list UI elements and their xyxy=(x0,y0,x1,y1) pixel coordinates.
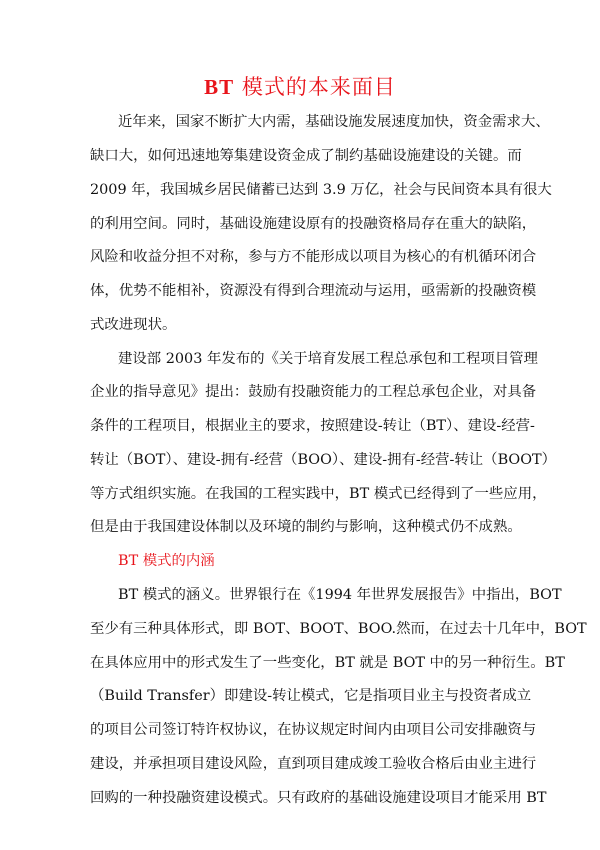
paragraph-3-line-7: 回购的一种投融资建设模式。只有政府的基础设施建设项目才能采用 BT xyxy=(90,790,547,806)
paragraph-3-line-1: BT 模式的涵义。世界银行在《1994 年世界发展报告》中指出，BOT xyxy=(118,587,562,603)
paragraph-2-line-4: 转让（BOT）、建设-拥有-经营（BOO）、建设-拥有-经营-转让（BOOT） xyxy=(90,452,557,468)
paragraph-1-line-1: 近年来，国家不断扩大内需，基础设施发展速度加快，资金需求大、 xyxy=(118,114,550,130)
paragraph-3-line-3: 在具体应用中的形式发生了一些变化，BT 就是 BOT 中的另一种衍生。BT xyxy=(90,655,565,671)
paragraph-1-line-7: 式改进现状。 xyxy=(90,317,177,333)
paragraph-2-line-6: 但是由于我国建设体制以及环境的制约与影响，这种模式仍不成熟。 xyxy=(90,519,522,535)
document-title xyxy=(0,74,600,100)
paragraph-3-line-6: 建设，并承担项目建设风险，直到项目建成竣工验收合格后由业主进行 xyxy=(90,756,537,772)
paragraph-1-line-2: 缺口大，如何迅速地筹集建设资金成了制约基础设施建设的关键。而 xyxy=(90,148,522,164)
paragraph-1-line-5: 风险和收益分担不对称，参与方不能形成以项目为核心的有机循环闭合 xyxy=(90,249,537,265)
paragraph-3-line-5: 的项目公司签订特许权协议，在协议规定时间内由项目公司安排融资与 xyxy=(90,722,537,738)
section-heading: BT 模式的内涵 xyxy=(118,553,215,569)
paragraph-2-line-5: 等方式组织实施。在我国的工程实践中，BT 模式已经得到了一些应用， xyxy=(90,486,547,502)
paragraph-1-line-4: 的利用空间。同时，基础设施建设原有的投融资格局存在重大的缺陷， xyxy=(90,216,537,232)
paragraph-3-line-4: （Build Transfer）即建设-转让模式，它是指项目业主与投资者成立 xyxy=(90,688,532,704)
title-latin-part: BT xyxy=(204,75,235,99)
title-cjk-part: 模式的本来面目 xyxy=(234,75,396,99)
paragraph-2-line-3: 条件的工程项目，根据业主的要求，按照建设-转让（BT）、建设-经营- xyxy=(90,418,535,434)
paragraph-2-line-2: 企业的指导意见》提出：鼓励有投融资能力的工程总承包企业，对具备 xyxy=(90,384,537,400)
paragraph-1-line-6: 体，优势不能相补，资源没有得到合理流动与运用，亟需新的投融资模 xyxy=(90,283,537,299)
paragraph-2-line-1: 建设部 2003 年发布的《关于培育发展工程总承包和工程项目管理 xyxy=(118,351,538,367)
paragraph-1-line-3: 2009 年，我国城乡居民储蓄已达到 3.9 万亿，社会与民间资本具有很大 xyxy=(90,182,552,198)
paragraph-3-line-2: 至少有三种具体形式，即 BOT、BOOT、BOO.然而，在过去十几年中，BOT xyxy=(90,621,587,637)
